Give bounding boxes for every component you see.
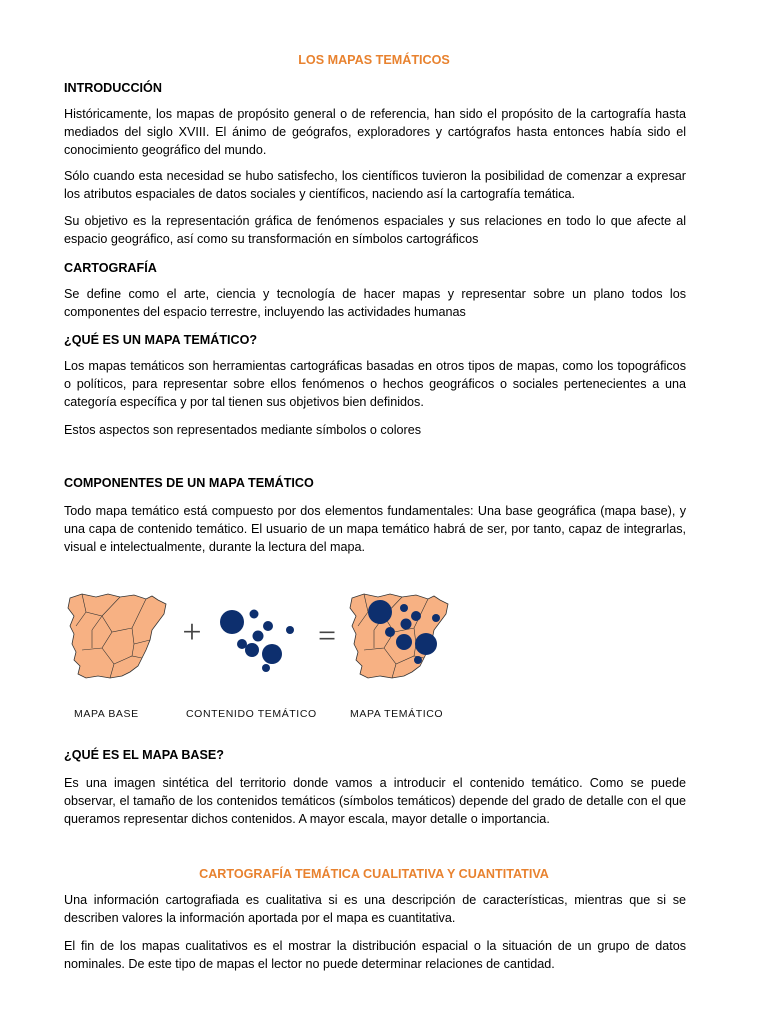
thematic-content-dots [220, 610, 294, 673]
heading-cualitativa-cuantitativa: CARTOGRAFÍA TEMÁTICA CUALITATIVA Y CUANTITATIVA [199, 867, 549, 881]
result-dot [400, 604, 408, 612]
document-title: LOS MAPAS TEMÁTICOS [298, 53, 450, 67]
paragraph-cualitativa-2: El fin de los mapas cualitativos es el mostrar la distribución espacial o la situación de un grupo de datos nominales. De este tipo de mapas el lector no puede determinar relaciones de cantidad. [64, 939, 686, 971]
paragraph-intro-1: Históricamente, los mapas de propósito general o de referencia, han sido el propósito de la cartografía hasta mediados del siglo XVIII. El ánimo de geógrafos, exploradores y cartógrafos hasta entonces había sido el conocimiento geográfico del mundo. [64, 107, 686, 157]
heading-introduccion: INTRODUCCIÓN [64, 81, 162, 95]
result-dot [396, 634, 412, 650]
content-dot [250, 610, 259, 619]
content-dot [262, 644, 282, 664]
result-dot [401, 619, 412, 630]
paragraph-cartografia: Se define como el arte, ciencia y tecnología de hacer mapas y representar sobre un plano todos los componentes del espacio terrestre, incluyendo las actividades humanas [64, 287, 686, 319]
base-map-shape [68, 594, 166, 678]
paragraph-intro-3: Su objetivo es la representación gráfica de fenómenos espaciales y sus relaciones en todo lo que afecte al espacio geográfico, así como su transformación en símbolos cartográficos [64, 214, 686, 246]
result-dot [385, 627, 395, 637]
caption-mapa-base: MAPA BASE [74, 708, 139, 720]
paragraph-que-es-1: Los mapas temáticos son herramientas cartográficas basadas en otros tipos de mapas, como los topográficos o políticos, para representar sobre ellos fenómenos o hechos geográficos o sociales pertenecientes a una categoría específica y por tal tienen sus objetivos bien definidos. [64, 359, 686, 409]
content-dot [263, 621, 273, 631]
paragraph-que-es-2: Estos aspectos son representados mediante símbolos o colores [64, 423, 422, 437]
heading-componentes: COMPONENTES DE UN MAPA TEMÁTICO [64, 476, 314, 490]
result-map [350, 594, 448, 678]
heading-que-es-mapa-tematico: ¿QUÉ ES UN MAPA TEMÁTICO? [64, 333, 258, 347]
content-dot [286, 626, 294, 634]
caption-contenido-tematico: CONTENIDO TEMÁTICO [186, 708, 317, 720]
result-dot [414, 656, 422, 664]
plus-symbol: + [182, 614, 202, 651]
content-dot [220, 610, 244, 634]
result-dot [368, 600, 392, 624]
paragraph-cualitativa-1: Una información cartografiada es cualitativa si es una descripción de características, mientras que si se describen valores la información aportada por el mapa es cuantitativa. [64, 893, 686, 925]
content-dot [245, 643, 259, 657]
heading-mapa-base: ¿QUÉ ES EL MAPA BASE? [64, 748, 225, 762]
result-dot [432, 614, 440, 622]
result-dot [415, 633, 437, 655]
paragraph-intro-2: Sólo cuando esta necesidad se hubo satisfecho, los científicos tuvieron la posibilidad de comenzar a expresar los atributos espaciales de datos sociales y científicos, naciendo así la cartografía temática. [64, 169, 686, 201]
result-dot [411, 611, 421, 621]
caption-mapa-tematico: MAPA TEMÁTICO [350, 708, 444, 720]
heading-cartografia: CARTOGRAFÍA [64, 261, 157, 275]
thematic-map-figure [62, 586, 454, 726]
content-dot [262, 664, 270, 672]
paragraph-mapa-base: Es una imagen sintética del territorio donde vamos a introducir el contenido temático. Como se puede observar, el tamaño de los contenidos temáticos (símbolos temáticos) depende del grado de detalle con el que queramos representar dichos contenidos. A mayor escala, mayor detalle o importancia. [64, 776, 686, 826]
figure-graphic [62, 586, 454, 686]
content-dot [253, 631, 264, 642]
base-map-outline [68, 594, 166, 678]
equals-symbol: = [317, 617, 337, 653]
paragraph-componentes: Todo mapa temático está compuesto por dos elementos fundamentales: Una base geográfica (mapa base), y una capa de contenido temático. El usuario de un mapa temático habrá de ser, por tanto, capaz de integrarlas, visual e intelectualmente, durante la lectura del mapa. [64, 504, 686, 554]
